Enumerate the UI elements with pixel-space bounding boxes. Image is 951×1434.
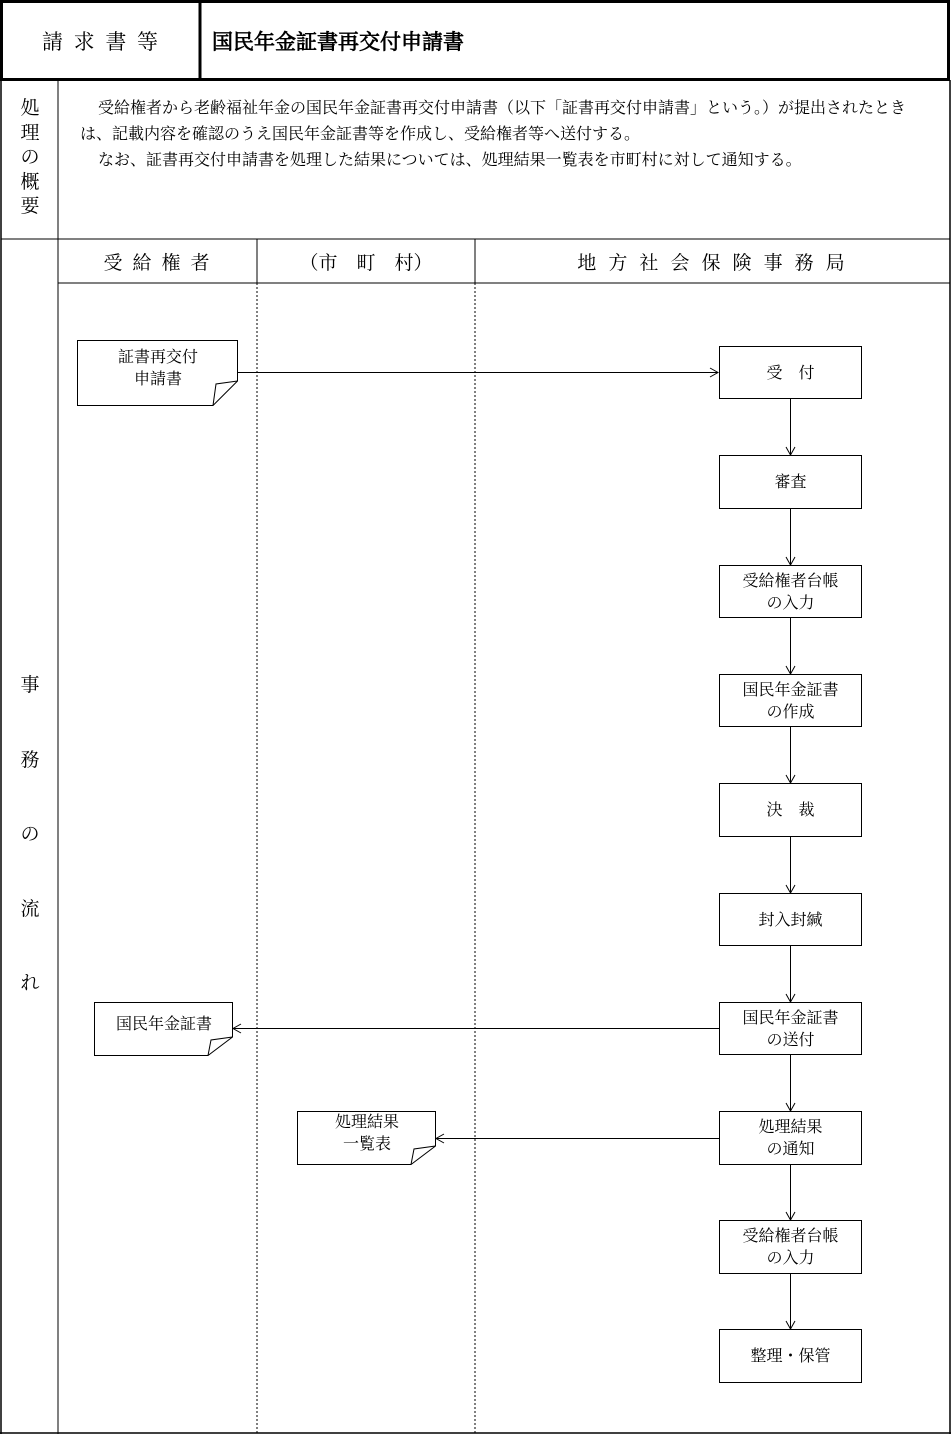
summary-label-char: 理 <box>20 121 40 144</box>
step-enclose-seal: 封入封緘 <box>719 893 862 946</box>
flow-label-char: れ <box>20 972 40 994</box>
lane-header-social-insurance-office: 地 方 社 会 保 険 事 務 局 <box>577 252 848 274</box>
document-application: 証書再交付 申請書 <box>117 347 198 388</box>
summary-paragraph: なお、証書再交付申請書を処理した結果については、処理結果一覧表を市町村に対して通知する。 <box>98 150 802 169</box>
summary-label-char: の <box>20 146 40 168</box>
summary-paragraph: 受給権者から老齢福祉年金の国民年金証書再交付申請書（以下「証書再交付申請書」という。）が提出されたときは、記載内容を確認のうえ国民年金証書等を作成し、受給権者等へ送付する。 <box>80 98 907 143</box>
step-reception: 受 付 <box>719 346 862 399</box>
step-certificate-creation: 国民年金証書 の作成 <box>719 674 862 727</box>
step-organize-store: 整理・保管 <box>719 1329 862 1383</box>
document-pension-certificate: 国民年金証書 <box>115 1014 212 1033</box>
summary-label-char: 要 <box>20 195 40 217</box>
step-review: 審査 <box>719 455 862 509</box>
page-title: 国民年金証書再交付申請書 <box>212 29 464 54</box>
step-result-notification: 処理結果 の通知 <box>719 1111 862 1165</box>
flow-label-char: 事 <box>20 674 40 696</box>
summary-label-char: 処 <box>20 97 40 119</box>
step-ledger-input-2: 受給権者台帳 の入力 <box>719 1220 862 1274</box>
flow-label-char: の <box>20 823 40 845</box>
lane-header-municipality: （市 町 村） <box>299 252 433 274</box>
step-ledger-input: 受給権者台帳 の入力 <box>719 565 862 618</box>
lane-header-recipient: 受 給 権 者 <box>103 252 212 274</box>
flow-label-char: 務 <box>20 748 40 771</box>
flow-label-char: 流 <box>20 897 40 920</box>
summary-label-char: 概 <box>20 170 40 193</box>
step-approval: 決 裁 <box>719 783 862 837</box>
document-result-list: 処理結果 一覧表 <box>334 1112 399 1153</box>
category-label: 請 求 書 等 <box>41 29 161 54</box>
step-certificate-dispatch: 国民年金証書 の送付 <box>719 1002 862 1055</box>
